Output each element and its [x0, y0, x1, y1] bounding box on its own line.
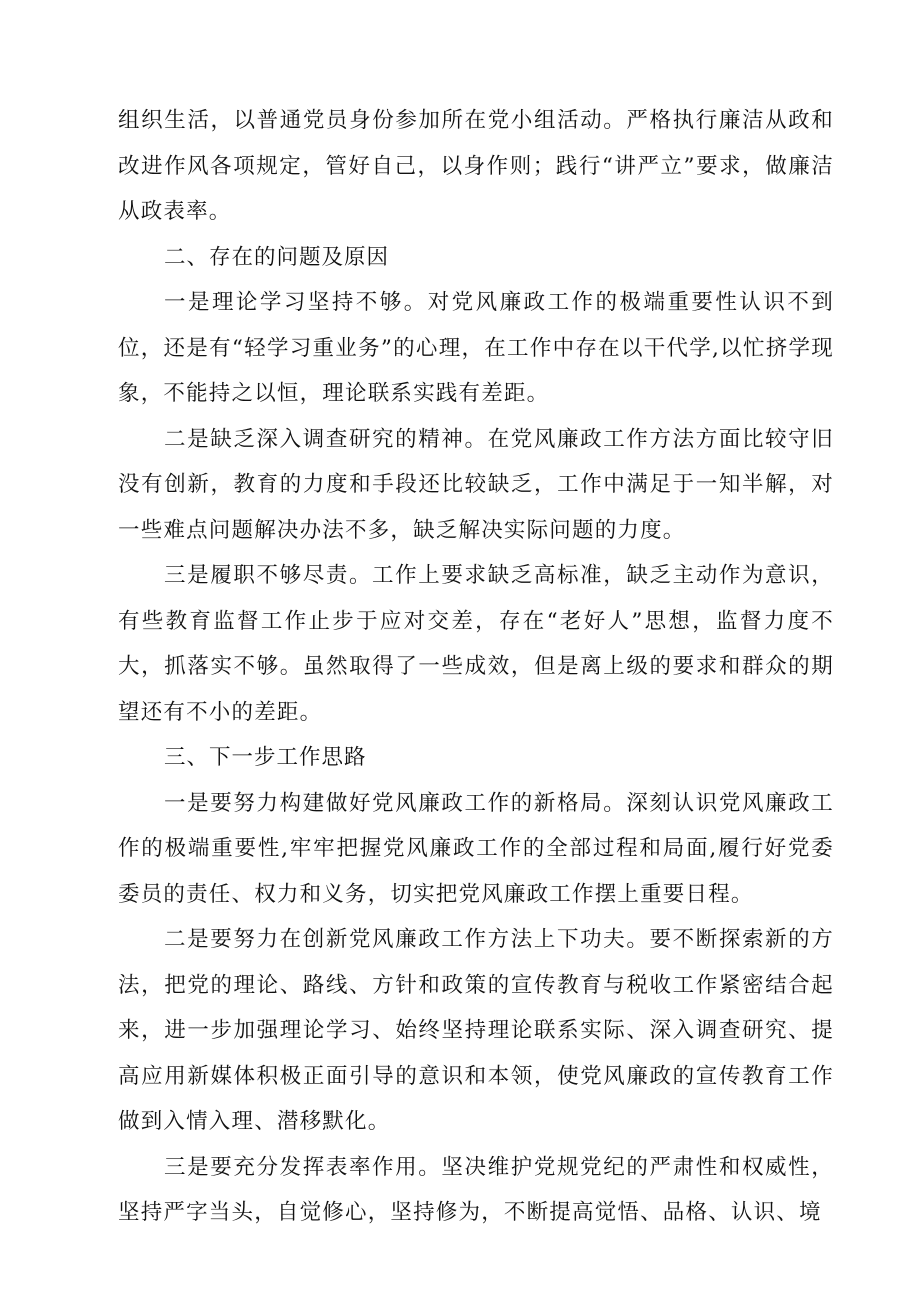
- section-heading-problems-causes: 二、存在的问题及原因: [164, 244, 390, 270]
- paragraph-next-step-2: 二是要努力在创新党风廉政工作方法上下功夫。要不断探索新的方法，把党的理论、路线、方针和政策的宣传教育与税收工作紧密结合起来，进一步加强理论学习、始终坚持理论联系实际、深入调查研究、提高应用新媒体积极正面引导的意识和本领，使党风廉政的宣传教育工作做到入情入理、潜移默化。: [118, 927, 834, 1134]
- paragraph-problem-1: 一是理论学习坚持不够。对党风廉政工作的极端重要性认识不到位，还是有“轻学习重业务”的心理，在工作中存在以干代学,以忙挤学现象，不能持之以恒，理论联系实践有差距。: [118, 290, 834, 406]
- paragraph-problem-3: 三是履职不够尽责。工作上要求缺乏高标准，缺乏主动作为意识，有些教育监督工作止步于应对交差，存在“老好人”思想，监督力度不大，抓落实不够。虽然取得了一些成效，但是离上级的要求和群众的期望还有不小的差距。: [118, 563, 834, 725]
- paragraph-next-step-3: 三是要充分发挥表率作用。坚决维护党规党纪的严肃性和权威性，坚持严字当头，自觉修心，坚持修为，不断提高觉悟、品格、认识、境: [118, 1154, 834, 1225]
- paragraph-next-step-1: 一是要努力构建做好党风廉政工作的新格局。深刻认识党风廉政工作的极端重要性,牢牢把握党风廉政工作的全部过程和局面,履行好党委委员的责任、权力和义务，切实把党风廉政工作摆上重要日程。: [118, 790, 834, 907]
- paragraph-problem-2: 二是缺乏深入调查研究的精神。在党风廉政工作方法方面比较守旧没有创新，教育的力度和手段还比较缺乏，工作中满足于一知半解，对一些难点问题解决办法不多，缺乏解决实际问题的力度。: [118, 426, 834, 543]
- paragraph-intro-continuation: 组织生活，以普通党员身份参加所在党小组活动。严格执行廉洁从政和改进作风各项规定，管好自己，以身作则；践行“讲严立”要求，做廉洁从政表率。: [118, 108, 834, 224]
- section-heading-next-steps: 三、下一步工作思路: [164, 745, 367, 770]
- document-body: [118, 98, 834, 1236]
